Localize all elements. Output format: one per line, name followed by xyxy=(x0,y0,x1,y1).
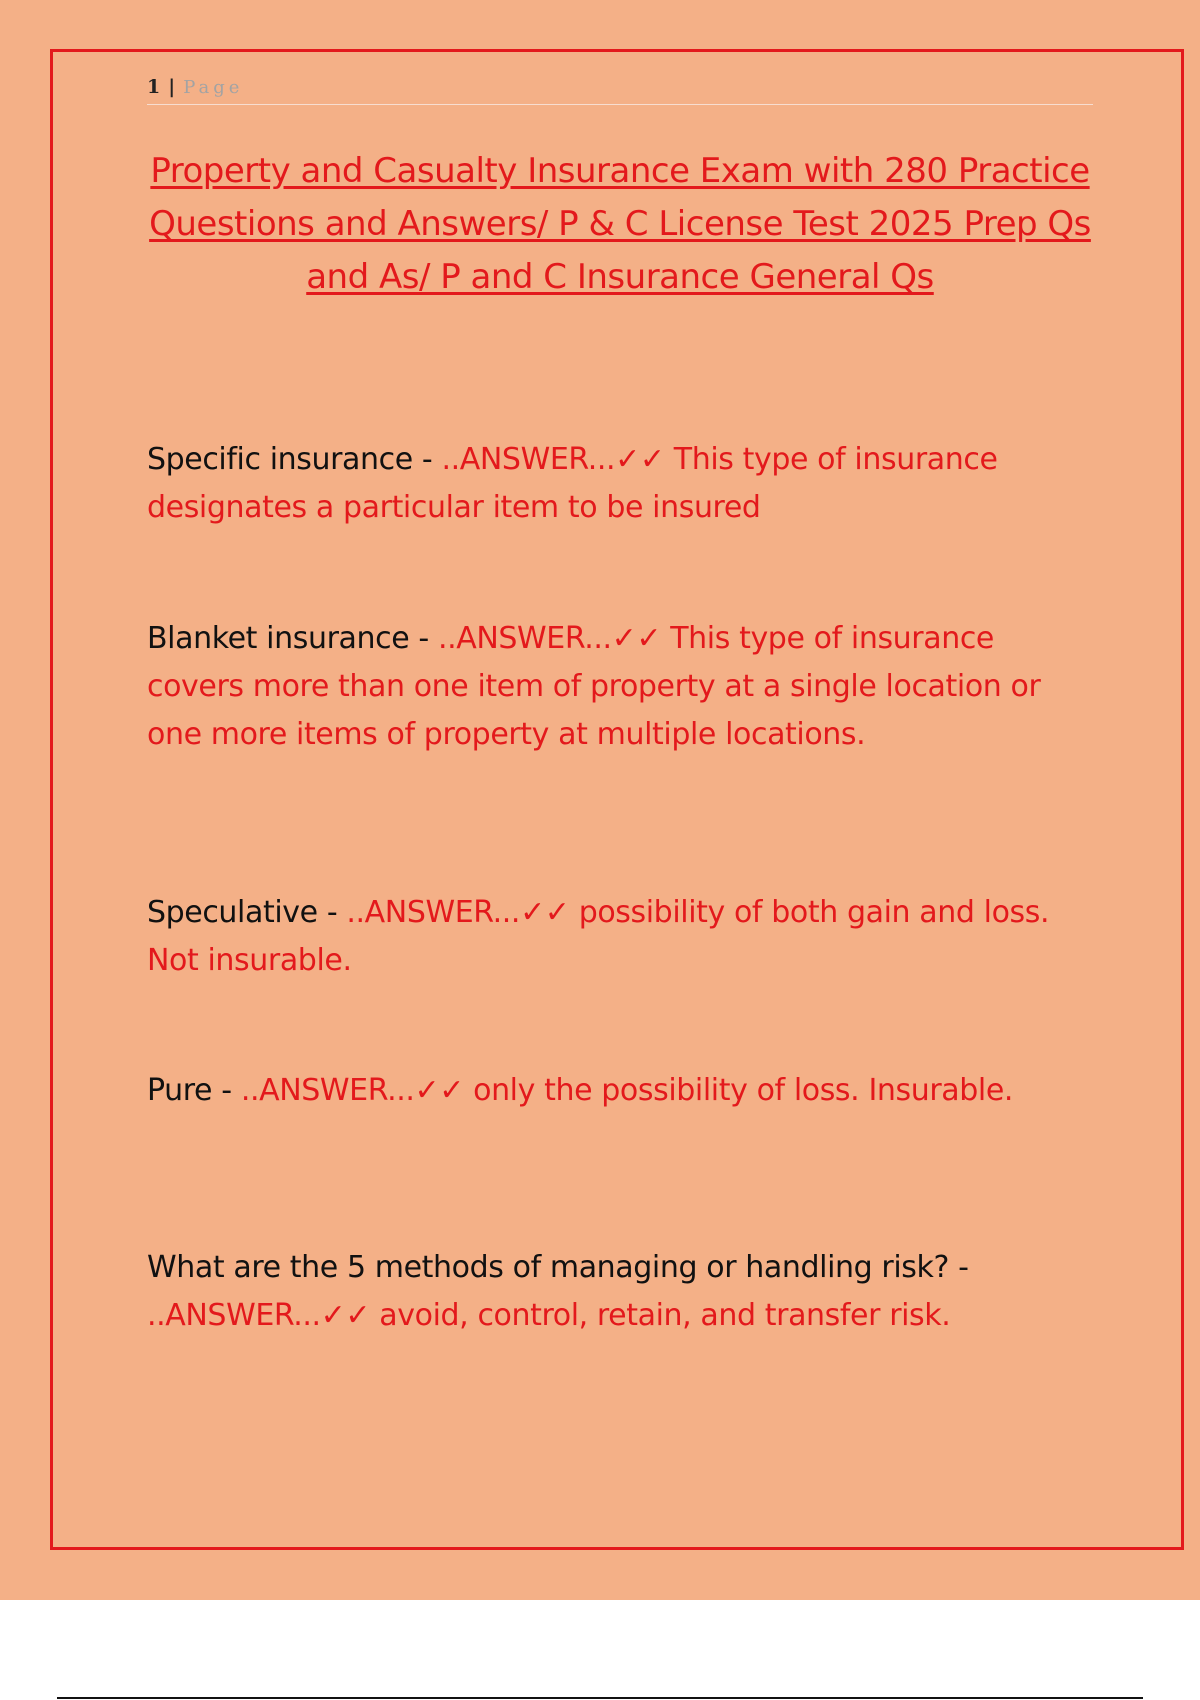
qa-item xyxy=(147,436,1087,532)
document-title: Property and Casualty Insurance Exam with 280 Practice Questions and Answers/ P & C License Test 2025 Prep Qs and As/ P and C Insurance General Qs xyxy=(149,151,1091,297)
answer-marker: ..ANSWER...✓✓ xyxy=(346,895,570,930)
answer-text: only the possibility of loss. Insurable. xyxy=(473,1073,1014,1108)
qa-item xyxy=(147,615,1087,759)
page-number: 1 xyxy=(147,76,161,98)
question-text: Blanket insurance - xyxy=(147,621,429,656)
answer-marker: ..ANSWER...✓✓ xyxy=(240,1073,464,1108)
answer-text: possibility of both gain and loss. Not insurable. xyxy=(147,895,1050,978)
answer-text: This type of insurance designates a particular item to be insured xyxy=(147,442,998,525)
page-header xyxy=(147,76,1093,105)
answer-marker: ..ANSWER...✓✓ xyxy=(441,442,665,477)
qa-item xyxy=(147,1067,1087,1115)
answer-text: This type of insurance covers more than one item of property at a single location or one more items of property at multiple locations. xyxy=(147,621,1041,752)
answer-text: avoid, control, retain, and transfer risk. xyxy=(379,1298,951,1333)
page-label: Page xyxy=(183,77,244,98)
qa-item xyxy=(147,889,1087,985)
question-text: Pure - xyxy=(147,1073,232,1108)
answer-marker: ..ANSWER...✓✓ xyxy=(147,1298,371,1333)
footer-divider xyxy=(57,1697,1143,1699)
page-separator: | xyxy=(168,76,176,98)
question-text: What are the 5 methods of managing or handling risk? - xyxy=(147,1250,969,1285)
question-text: Specific insurance - xyxy=(147,442,433,477)
answer-marker: ..ANSWER...✓✓ xyxy=(437,621,662,656)
qa-item xyxy=(147,1244,1087,1340)
question-text: Speculative - xyxy=(147,895,338,930)
